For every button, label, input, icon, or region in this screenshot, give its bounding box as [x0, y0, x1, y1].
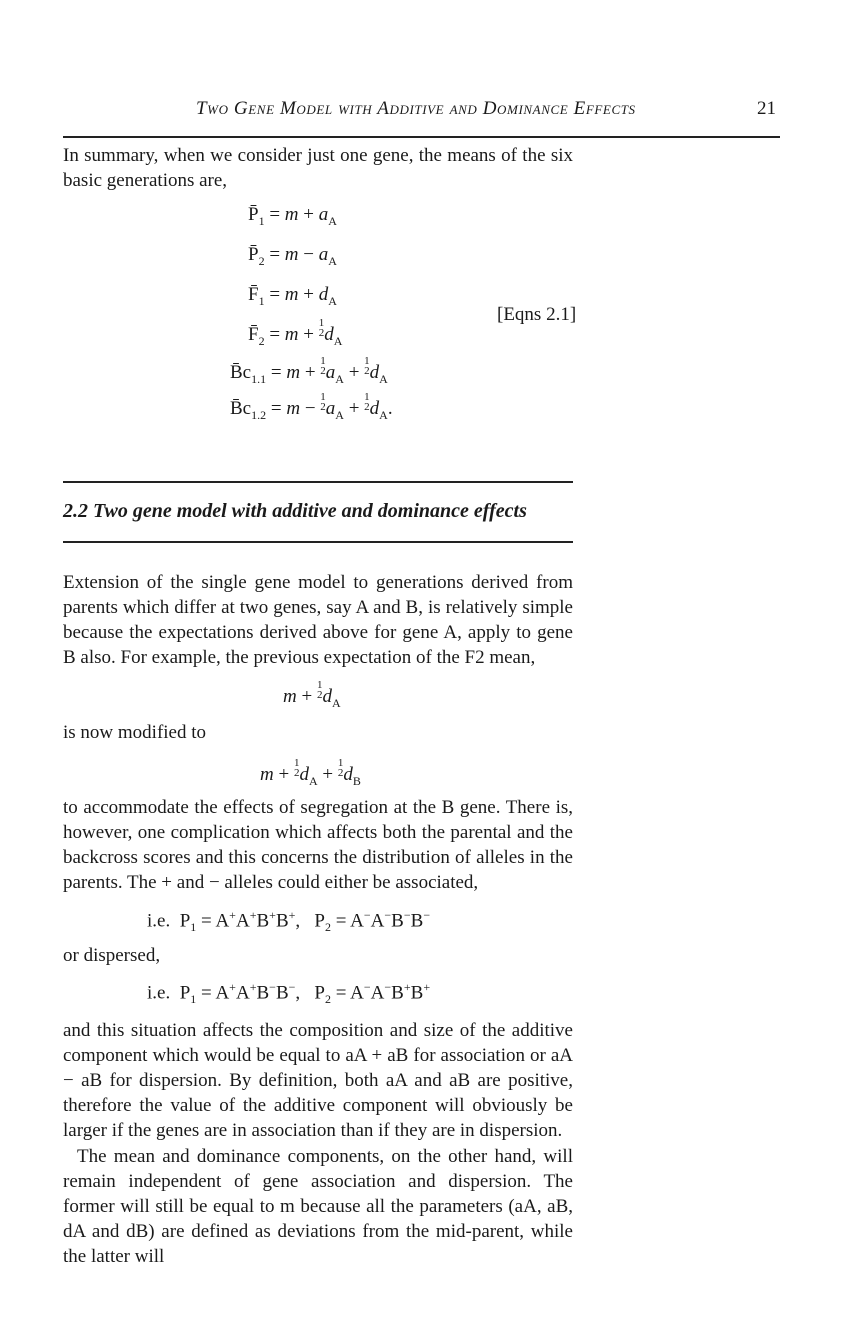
equation-f2-single: m + 1 2 $d_A$ — [283, 679, 341, 710]
summary-paragraph: In summary, when we consider just one gene, the means of the six basic generations are, — [63, 145, 573, 191]
equation-f1: $F̄_1 = m + d_A$ — [248, 284, 337, 308]
section-title: 2.2 Two gene model with additive and dominance effects — [63, 500, 527, 522]
running-title: Two Gene Model with Additive and Dominance Effects — [196, 98, 636, 119]
modified-text: is now modified to — [63, 722, 207, 743]
equation-p1: $P̄_1 = m + a_A$ — [248, 204, 337, 228]
associated-example: i.e. $P_1 = A^+A^+B^+B^+$, $P_2 = A^-A^-B^-B^-$ — [147, 908, 431, 935]
header-rule — [63, 136, 780, 138]
extension-paragraph: Extension of the single gene model to generations derived from parents which differ at two genes, say A and B, is relatively simple because the expectations derived above for gene A, apply to gene B also. For example, the previous expectation of the F2 mean, — [63, 572, 573, 668]
section-rule-bottom — [63, 541, 573, 543]
section-rule-top — [63, 481, 573, 483]
equation-f2: $F̄_2 = m$ + 1 2 $d_A$ — [248, 317, 343, 348]
situation-paragraph: and this situation affects the composition and size of the additive component which would be equal to aA + aB for association or aA − aB for dispersion. By definition, both aA and aB are positive, therefore the value of the additive component will obviously be larger if the genes are in association than if they are in dispersion. — [63, 1020, 573, 1141]
equation-f2-two: m + 1 2 $d_A$ + 1 2 $d_B$ — [260, 757, 361, 788]
dispersed-text: or dispersed, — [63, 945, 161, 966]
equation-p2: $P̄_2 = m - a_A$ — [248, 244, 337, 268]
running-head — [196, 98, 636, 120]
equation-bc12: $B̄c_{1.2} = m$ − 1 2 $a_A$ + 1 2 $d_A$. — [230, 391, 393, 422]
page-number: 21 — [757, 98, 776, 119]
dispersed-example: i.e. $P_1 = A^+A^+B^-B^-$, $P_2 = A^-A^-B^+B^+$ — [147, 980, 431, 1007]
accommodate-paragraph: to accommodate the effects of segregation at the B gene. There is, however, one complication which affects both the parental and the backcross scores and this concerns the distribution of alleles in the parents. The + and − alleles could either be associated, — [63, 797, 573, 893]
equation-bc11: $B̄c_{1.1} = m$ + 1 2 $a_A$ + 1 2 $d_A$ — [230, 355, 388, 386]
equations-label: [Eqns 2.1] — [497, 304, 577, 325]
mean-paragraph: The mean and dominance components, on the other hand, will remain independent of gene association and dispersion. The former will still be equal to m because all the parameters (aA, aB, dA and dB) are defined as deviations from the mid-parent, while the latter will — [63, 1146, 573, 1267]
